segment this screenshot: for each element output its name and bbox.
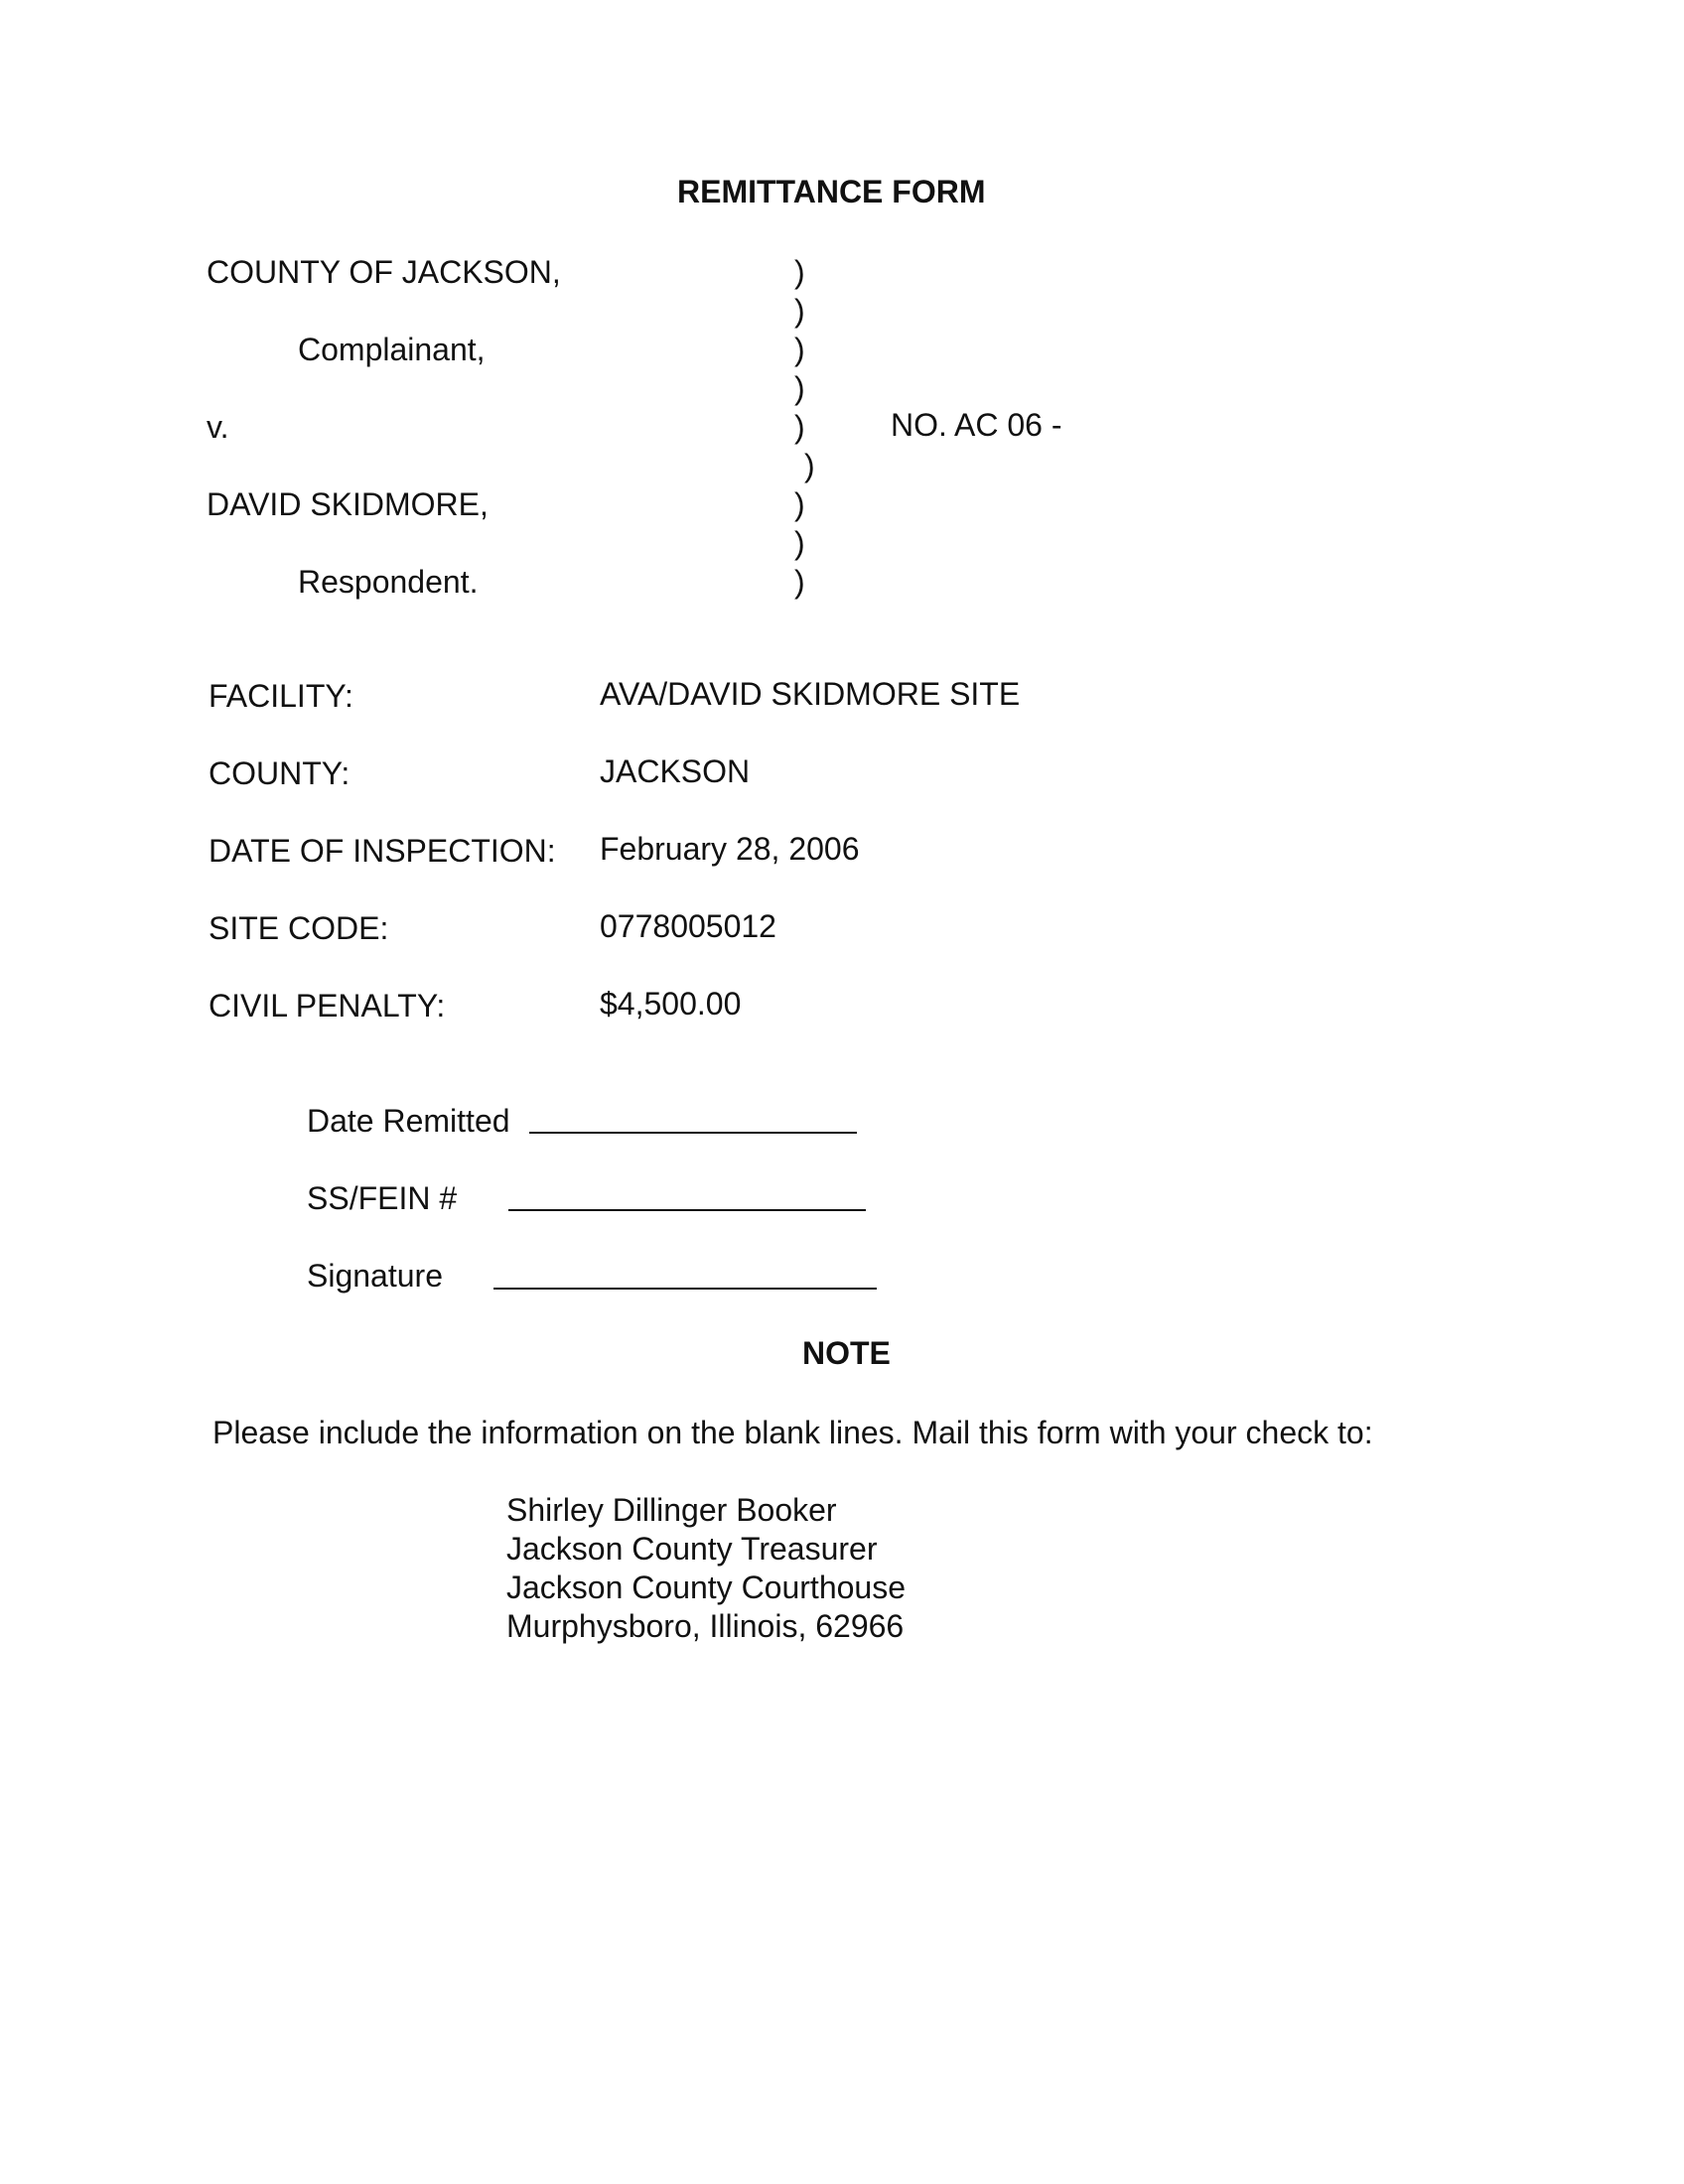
inspection-date-value: February 28, 2006: [600, 831, 860, 867]
county-label: COUNTY:: [209, 755, 351, 791]
respondent-role: Respondent.: [298, 564, 479, 600]
address-line: Shirley Dillinger Booker: [506, 1492, 837, 1528]
caption-paren: ): [794, 254, 805, 290]
facility-value: AVA/DAVID SKIDMORE SITE: [600, 676, 1021, 712]
site-code-label: SITE CODE:: [209, 910, 389, 946]
ss-fein-line[interactable]: [508, 1209, 866, 1211]
address-line: Jackson County Courthouse: [506, 1570, 906, 1605]
note-text: Please include the information on the blank lines. Mail this form with your check to:: [212, 1415, 1373, 1450]
county-value: JACKSON: [600, 753, 751, 789]
caption-paren: ): [794, 293, 805, 329]
caption-paren: ): [794, 370, 805, 406]
caption-paren: ): [804, 448, 815, 483]
signature-line[interactable]: [493, 1288, 877, 1290]
caption-paren: ): [794, 525, 805, 561]
complainant-role: Complainant,: [298, 332, 486, 367]
site-code-value: 0778005012: [600, 908, 776, 944]
versus-label: v.: [207, 409, 229, 445]
address-line: Jackson County Treasurer: [506, 1531, 878, 1567]
civil-penalty-value: $4,500.00: [600, 986, 742, 1022]
complainant-name: COUNTY OF JACKSON,: [207, 254, 561, 290]
caption-paren: ): [794, 564, 805, 600]
respondent-name: DAVID SKIDMORE,: [207, 486, 489, 522]
date-remitted-line[interactable]: [529, 1132, 857, 1134]
caption-paren: ): [794, 332, 805, 367]
inspection-date-label: DATE OF INSPECTION:: [209, 833, 556, 869]
facility-label: FACILITY:: [209, 678, 353, 714]
civil-penalty-label: CIVIL PENALTY:: [209, 988, 446, 1024]
page-title: REMITTANCE FORM: [677, 174, 986, 209]
note-heading: NOTE: [802, 1335, 891, 1371]
case-number: NO. AC 06 -: [891, 407, 1062, 443]
signature-label: Signature: [307, 1258, 443, 1294]
address-line: Murphysboro, Illinois, 62966: [506, 1608, 905, 1644]
caption-paren: ): [794, 409, 805, 445]
date-remitted-label: Date Remitted: [307, 1103, 510, 1139]
caption-paren: ): [794, 486, 805, 522]
ss-fein-label: SS/FEIN #: [307, 1180, 458, 1216]
